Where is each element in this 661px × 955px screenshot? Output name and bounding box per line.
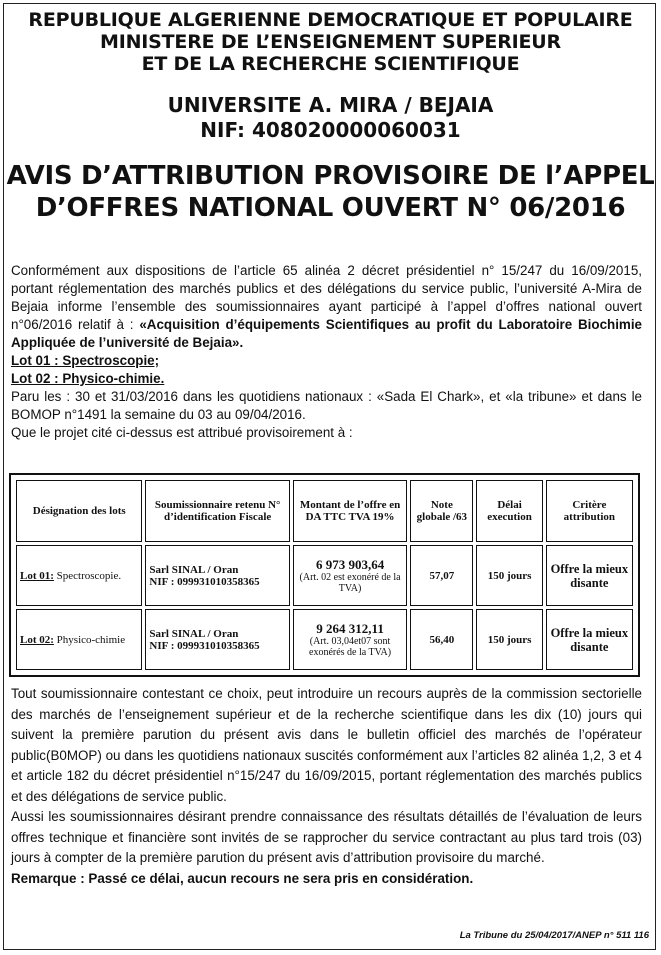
header-bidder: Soumissionnaire retenu N° d’identification Fiscale [145, 480, 289, 542]
university-nif: NIF: 408020000060031 [200, 118, 461, 142]
document-header [0, 9, 661, 224]
recours-paragraph: Tout soumissionnaire contestant ce choix, peut introduire un recours auprès de la commission sectorielle des marchés de l’enseignement supérieur et de la recherche scientifique dans les dix (10) jours qui suivent la première parution du présent avis dans le bulletin officiel des marchés de l’opérateur public(B0MOP) ou dans les quotidiens nationaux suscités conformément aux l’articles 82 alinéa 1,2, 3 et 4 et article 182 du décret présidentiel n°15/247 du 16/09/2015, portant réglementation des marchés publics et des délégations de service public. [11, 686, 642, 804]
publication-paragraph: Paru les : 30 et 31/03/2016 dans les quotidiens nationaux : «Sada El Chark», et «la tribune» et dans le BOMOP n°1491 la semaine du 03 au 09/04/2016. [11, 389, 642, 422]
remark-line: Remarque : Passé ce délai, aucun recours ne sera pris en considération. [11, 870, 474, 886]
publication-footer: La Tribune du 25/04/2017/ANEP n° 511 116 [459, 930, 649, 941]
bidder-name: Sarl SINAL / Oran [149, 563, 239, 576]
header-ministry: MINISTERE DE L’ENSEIGNEMENT SUPERIEUR [100, 31, 561, 53]
bidder-nif: NIF : 099931010358365 [149, 639, 260, 652]
row-criteria-cell: Offre la mieux disante [546, 545, 633, 606]
row-lot-cell [16, 609, 142, 670]
table-row [16, 545, 633, 606]
offer-amount: 9 264 312,11 [316, 620, 384, 636]
attribution-line: Que le projet cité ci-dessus est attribué provisoirement à : [11, 425, 353, 440]
university-name: UNIVERSITE A. MIRA / BEJAIA [167, 93, 494, 117]
row-amount-cell [293, 545, 407, 606]
bidder-name: Sarl SINAL / Oran [149, 627, 239, 640]
procurement-object: «Acquisition d’équipements Scientifiques au profit du Laboratoire Biochimie Appliquée de l’université de Bejaia». [11, 317, 643, 350]
row-bidder-cell [145, 545, 289, 606]
intro-paragraph [11, 262, 642, 352]
row-lot-cell [16, 545, 142, 606]
notice-title-line2: D’OFFRES NATIONAL OUVERT N° 06/2016 [35, 193, 626, 223]
lot-label: Lot 02: [20, 633, 54, 646]
header-delay: Délai execution [476, 480, 542, 542]
attribution-table [9, 473, 640, 677]
header-ministry-cont: ET DE LA RECHERCHE SCIENTIFIQUE [141, 53, 520, 75]
lot-name: Spectroscopie. [53, 569, 122, 582]
row-amount-cell [293, 609, 407, 670]
invitation-paragraph: Aussi les soumissionnaires désirant prendre connaissance des résultats détaillés de l’évaluation de leurs offres technique et financière sont invités de se rapprocher du service contractant au plus tard trois (03) jours à compter de la première parution du présent avis d’attribution provisoire du marché. [11, 809, 642, 865]
header-amount: Montant de l’offre en DA TTC TVA 19% [293, 480, 407, 542]
lot-label: Lot 01: [20, 569, 54, 582]
row-bidder-cell [145, 609, 289, 670]
header-criteria: Critère attribution [546, 480, 633, 542]
intro-section [11, 262, 642, 442]
table-row [16, 609, 633, 670]
intro-text: Conformément aux dispositions de l’article 65 alinéa 2 décret présidentiel n° 15/247 du 16/09/2015, portant réglementation des marchés publics et des délégations du service public, l’université A-Mira de Bejaia informe l’ensemble des soumissionnaires ayant participé à l’appel d’offres national ouvert n°06/2016 relatif à : [11, 263, 642, 332]
row-criteria-cell: Offre la mieux disante [546, 609, 633, 670]
header-lots: Désignation des lots [16, 480, 142, 542]
closing-section [11, 684, 642, 889]
row-score-cell: 57,07 [410, 545, 473, 606]
bidder-nif: NIF : 099931010358365 [149, 575, 260, 588]
amount-note: (Art. 03,04et07 sont exonérés de la TVA) [309, 635, 392, 658]
row-delay-cell: 150 jours [476, 609, 542, 670]
amount-note: (Art. 02 est exonéré de la TVA) [299, 571, 401, 594]
lot-name: Physico-chimie [53, 633, 126, 646]
offer-amount: 6 973 903,64 [315, 556, 385, 572]
header-score: Note globale /63 [410, 480, 473, 542]
lot-02-line: Lot 02 : Physico-chimie. [11, 371, 165, 386]
lot-01-line: Lot 01 : Spectroscopie; [11, 353, 160, 368]
row-score-cell: 56,40 [410, 609, 473, 670]
row-delay-cell: 150 jours [476, 545, 542, 606]
header-republic: REPUBLIQUE ALGERIENNE DEMOCRATIQUE ET POPULAIRE [28, 9, 633, 31]
table-header-row [16, 480, 633, 542]
notice-title-line1: AVIS D’ATTRIBUTION PROVISOIRE DE l’APPEL [6, 161, 655, 191]
